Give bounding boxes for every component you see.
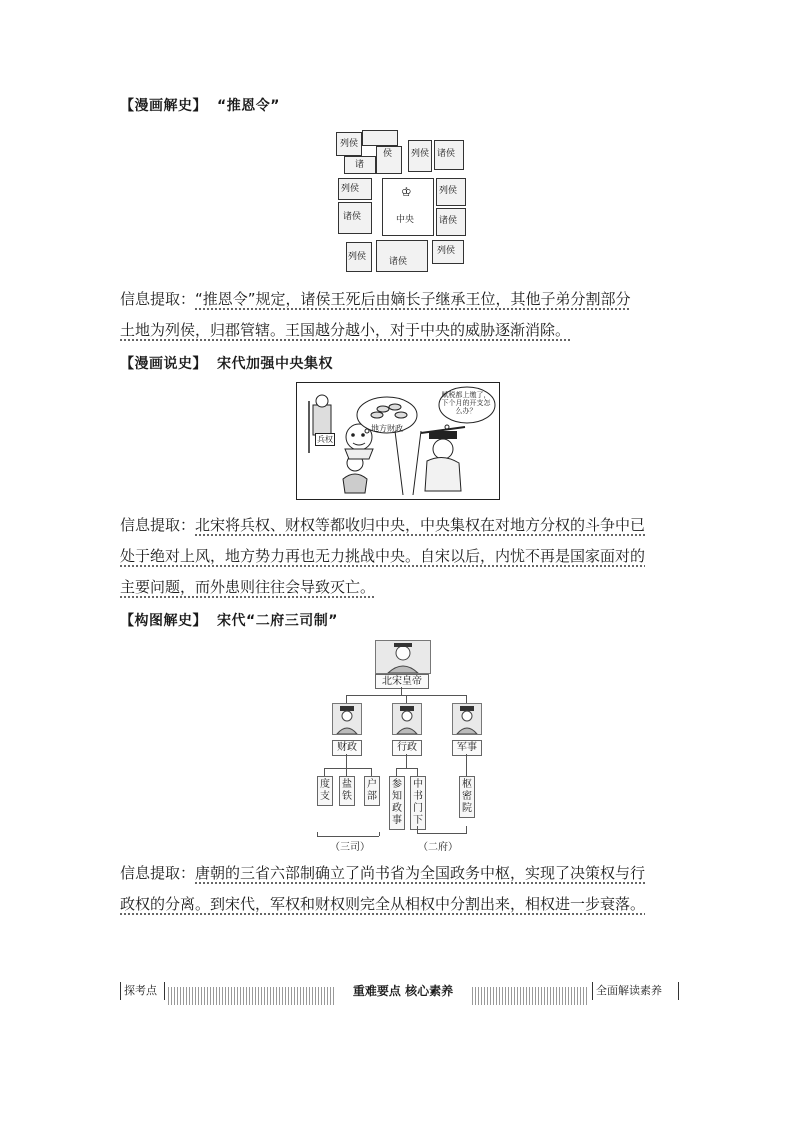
- finance-box: 财政: [332, 740, 362, 756]
- section-subtitle: 宋代加强中央集权: [217, 356, 333, 372]
- map-block: 诸侯: [436, 208, 466, 236]
- map-block: 诸: [344, 156, 376, 174]
- map-block: 列侯: [408, 140, 432, 172]
- section-tag: 【漫画解史】: [120, 98, 207, 114]
- footer-center-title: 重难要点 核心素养: [352, 984, 454, 998]
- erfu-label: （二府）: [418, 842, 458, 853]
- military-power-tag: 兵权: [317, 435, 333, 444]
- map-block: [362, 130, 398, 146]
- map-block: 诸侯: [376, 240, 428, 272]
- crown-icon: ♔: [401, 185, 412, 199]
- footer-right-label: 全面解读素养: [596, 982, 679, 1000]
- info-line: 土地为列侯，归郡管辖。王国越分越小，对于中央的威胁逐渐消除。: [120, 321, 571, 339]
- zhongshu-menxia-box: 中书门下: [410, 776, 426, 830]
- section-title-3: [120, 610, 338, 630]
- info-line: “推恩令”规定，诸侯王死后由嫡长子继承王位，其他子弟分割部分: [195, 290, 631, 308]
- map-block: 列侯: [432, 240, 464, 264]
- info-line: 唐朝的三省六部制确立了尚书省为全国政务中枢，实现了决策权与行: [195, 864, 646, 882]
- military-box: 军事: [452, 740, 482, 756]
- info-label: 信息提取：: [120, 290, 196, 308]
- map-center: ♔ 中央: [382, 178, 434, 236]
- map-block: 侯: [376, 146, 402, 174]
- map-block: 列侯: [338, 178, 372, 200]
- administration-box: 行政: [392, 740, 422, 756]
- info-line: 政权的分离。到宋代，军权和财权则完全从相权中分割出来，相权进一步衰落。: [120, 895, 646, 913]
- bubble-label: 地方财政: [371, 424, 403, 433]
- hubu-box: 户部: [364, 776, 380, 806]
- official-portrait: [452, 703, 482, 735]
- section-divider-bar: [120, 982, 678, 1000]
- section-tag: 【构图解史】: [120, 613, 207, 629]
- erfu-sansi-chart: [300, 636, 500, 852]
- map-block: 列侯: [336, 132, 362, 156]
- tuienling-map: [336, 130, 468, 274]
- map-block: 列侯: [436, 178, 466, 206]
- map-block: 诸侯: [338, 202, 372, 234]
- duzhi-box: 度支: [317, 776, 333, 806]
- speech-bubble-text: 赋税都上缴了，下个月的开支怎么办？: [441, 391, 491, 415]
- info-extract-1: [120, 284, 680, 346]
- shumiyuan-box: 枢密院: [459, 776, 475, 818]
- section-title-2: [120, 353, 333, 373]
- info-line: 北宋将兵权、财权等都收归中央，中央集权在对地方分权的斗争中已: [195, 516, 646, 534]
- info-extract-2: [120, 510, 680, 603]
- footer-left-label: 探考点: [120, 982, 157, 1000]
- yantie-box: 盐铁: [339, 776, 355, 806]
- song-centralization-cartoon: [296, 382, 500, 500]
- emperor-box: 北宋皇帝: [375, 674, 429, 689]
- sansi-label: （三司）: [330, 842, 370, 853]
- info-label: 信息提取：: [120, 864, 196, 882]
- map-block: 列侯: [346, 242, 372, 272]
- emperor-portrait: [375, 640, 431, 674]
- section-subtitle: 宋代“二府三司制”: [217, 613, 338, 629]
- info-label: 信息提取：: [120, 516, 196, 534]
- info-extract-3: [120, 858, 680, 920]
- canzhi-zhengshi-box: 参知政事: [389, 776, 405, 830]
- info-line: 处于绝对上风，地方势力再也无力挑战中央。自宋以后，内忧不再是国家面对的: [120, 547, 646, 565]
- official-portrait: [332, 703, 362, 735]
- section-title-1: [120, 95, 280, 115]
- info-line: 主要问题，而外患则往往会导致灭亡。: [120, 578, 376, 596]
- official-portrait: [392, 703, 422, 735]
- section-tag: 【漫画说史】: [120, 356, 207, 372]
- section-subtitle: “推恩令”: [217, 98, 280, 114]
- map-block: 诸侯: [434, 140, 464, 170]
